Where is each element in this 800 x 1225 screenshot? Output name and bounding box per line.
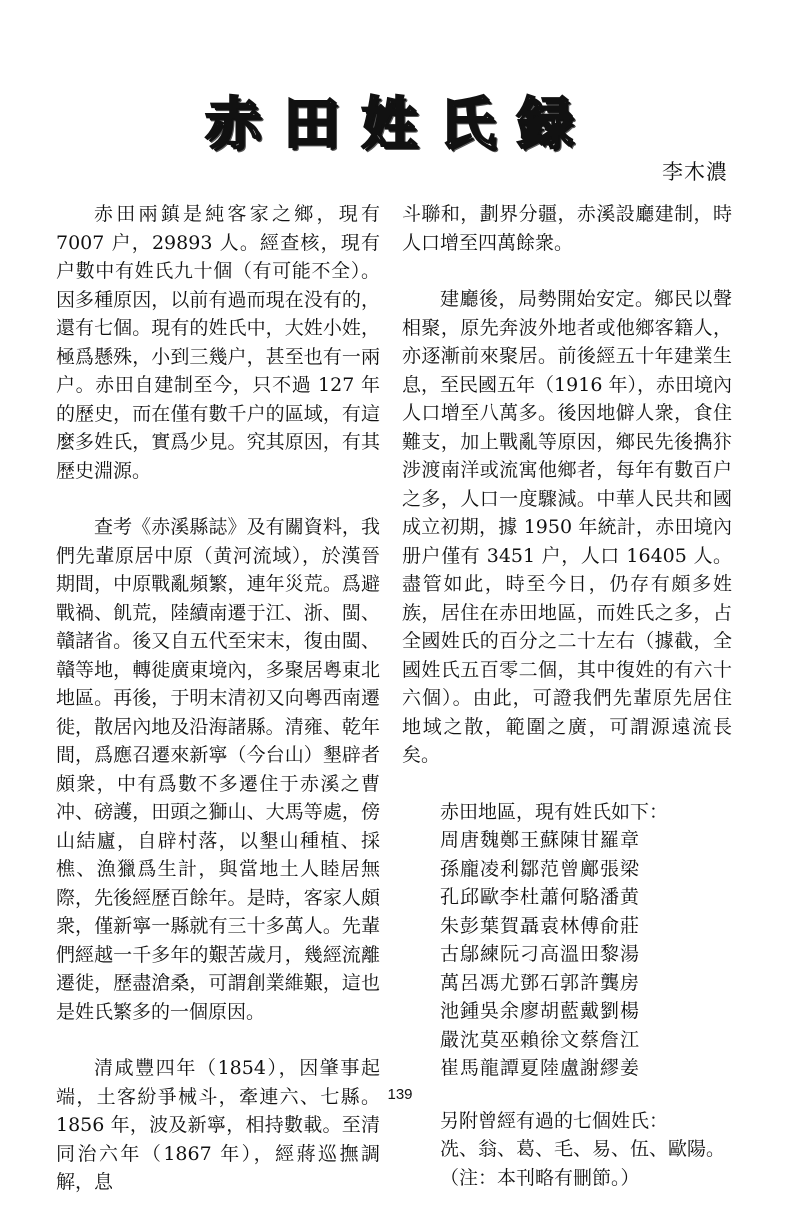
right-column — [402, 200, 732, 1192]
former-surnames-intro: 另附曾經有過的七個姓氏： — [440, 1109, 669, 1132]
surname-line: 古鄔練阮刁高溫田黎湯 — [440, 943, 641, 965]
paragraph-history: 查考《赤溪縣誌》及有關資料，我們先輩原居中原（黄河流域），於漢晉期間，中原戰亂頻繁，連年災荒。爲避戰禍、飢荒，陸續南遷于江、浙、閩、贛諸省。後又自五代至宋末，復由閩、贛等地，轉徙廣東境內，多聚居粵東北地區。再後，于明末清初又向粵西南遷徙，散居內地及沿海諸縣。清雍、乾年間，爲應召遷來新寧（今台山）墾辟者頗衆，中有爲數不多遷住于赤溪之曹冲、磅護，田頭之獅山、大馬等處，傍山結廬，自辟村落，以墾山種植、採樵、漁獵爲生計，與當地土人睦居無際，先後經歷百餘年。是時，客家人頗衆，僅新寧一縣就有三十多萬人。先輩們經越一千多年的艱苦歲月，幾經流離遷徙，歷盡滄桑，可謂創業維艱，這也是姓氏繁多的一個原因。 — [56, 516, 380, 1023]
page-number: 139 — [387, 1086, 413, 1103]
surname-line: 嚴沈莫巫賴徐文蔡詹江 — [440, 1028, 641, 1051]
surname-line: 孔邱歐李杜蕭何駱潘黄 — [440, 886, 641, 908]
paragraph-conflict: 清咸豐四年（1854），因肇事起端，土客紛爭械斗，牽連六、七縣。1856 年，波及新寧，相持數載。至清同治六年（1867 年），經蔣巡撫調解，息 — [56, 1057, 380, 1193]
page-title: 赤田姓氏録 — [205, 91, 595, 157]
surname-line: 萬呂馮尤鄧石郭許龔房 — [440, 971, 641, 994]
paragraph-continuation: 斗聯和，劃界分疆，赤溪設廳建制，時人口增至四萬餘衆。 — [402, 203, 732, 254]
surname-line: 周唐魏鄭王蘇陳甘羅章 — [440, 829, 641, 851]
editor-note: （注：本刊略有刪節。） — [440, 1166, 640, 1189]
surname-list — [440, 798, 732, 1193]
paragraph-settlement: 建廳後，局勢開始安定。鄉民以聲相聚，原先奔波外地者或他鄉客籍人，亦逐漸前來聚居。前後經五十年建業生息，至民國五年（1916 年），赤田境內人口增至八萬多。後因地僻人衆，食住難支，加上戰亂等原因，鄉民先後擕犿涉渡南洋或流寓他鄉者，每年有數百户之多，人口一度驟減。中華人民共和國成立初期，據 1950 年統計，赤田境內册户僅有 3451 户，人口 16405 人。盡管如此，時至今日，仍存有頗多姓族，居住在赤田地區，而姓氏之多，占全國姓氏的百分之二十左右（據截，全國姓氏五百零二個，其中復姓的有六十六個）。由此，可證我們先輩原先居住地域之散，範圍之廣，可謂源遠流長矣。 — [402, 288, 732, 766]
surname-line: 朱彭葉賀聶袁林傅俞莊 — [440, 914, 641, 937]
former-surnames: 冼、翁、葛、毛、易、伍、歐陽。 — [440, 1138, 726, 1160]
paragraph-intro: 赤田兩鎮是純客家之鄉，現有 7007 户，29893 人。經查核，現有户數中有姓氏九十個（有可能不全）。因多種原因，以前有過而現在没有的，還有七個。現有的姓氏中，大姓小姓，極爲懸殊，小到三幾户，甚至也有一兩户。赤田自建制至今，只不過 127 年的歷史，而在僅有數千户的區域，有這麼多姓氏，實爲少見。究其原因，有其歷史淵源。 — [56, 203, 380, 482]
left-column — [56, 200, 380, 1225]
surname-line: 池鍾吳余廖胡藍戴劉楊 — [440, 1000, 641, 1022]
surname-line: 崔馬龍譚夏陸盧謝繆姜 — [440, 1057, 641, 1079]
surname-list-intro: 赤田地區，現有姓氏如下： — [440, 800, 669, 823]
surname-line: 孫龐凌利鄒范曾鄺張梁 — [440, 857, 641, 880]
author-name: 李木濃 — [662, 160, 728, 184]
